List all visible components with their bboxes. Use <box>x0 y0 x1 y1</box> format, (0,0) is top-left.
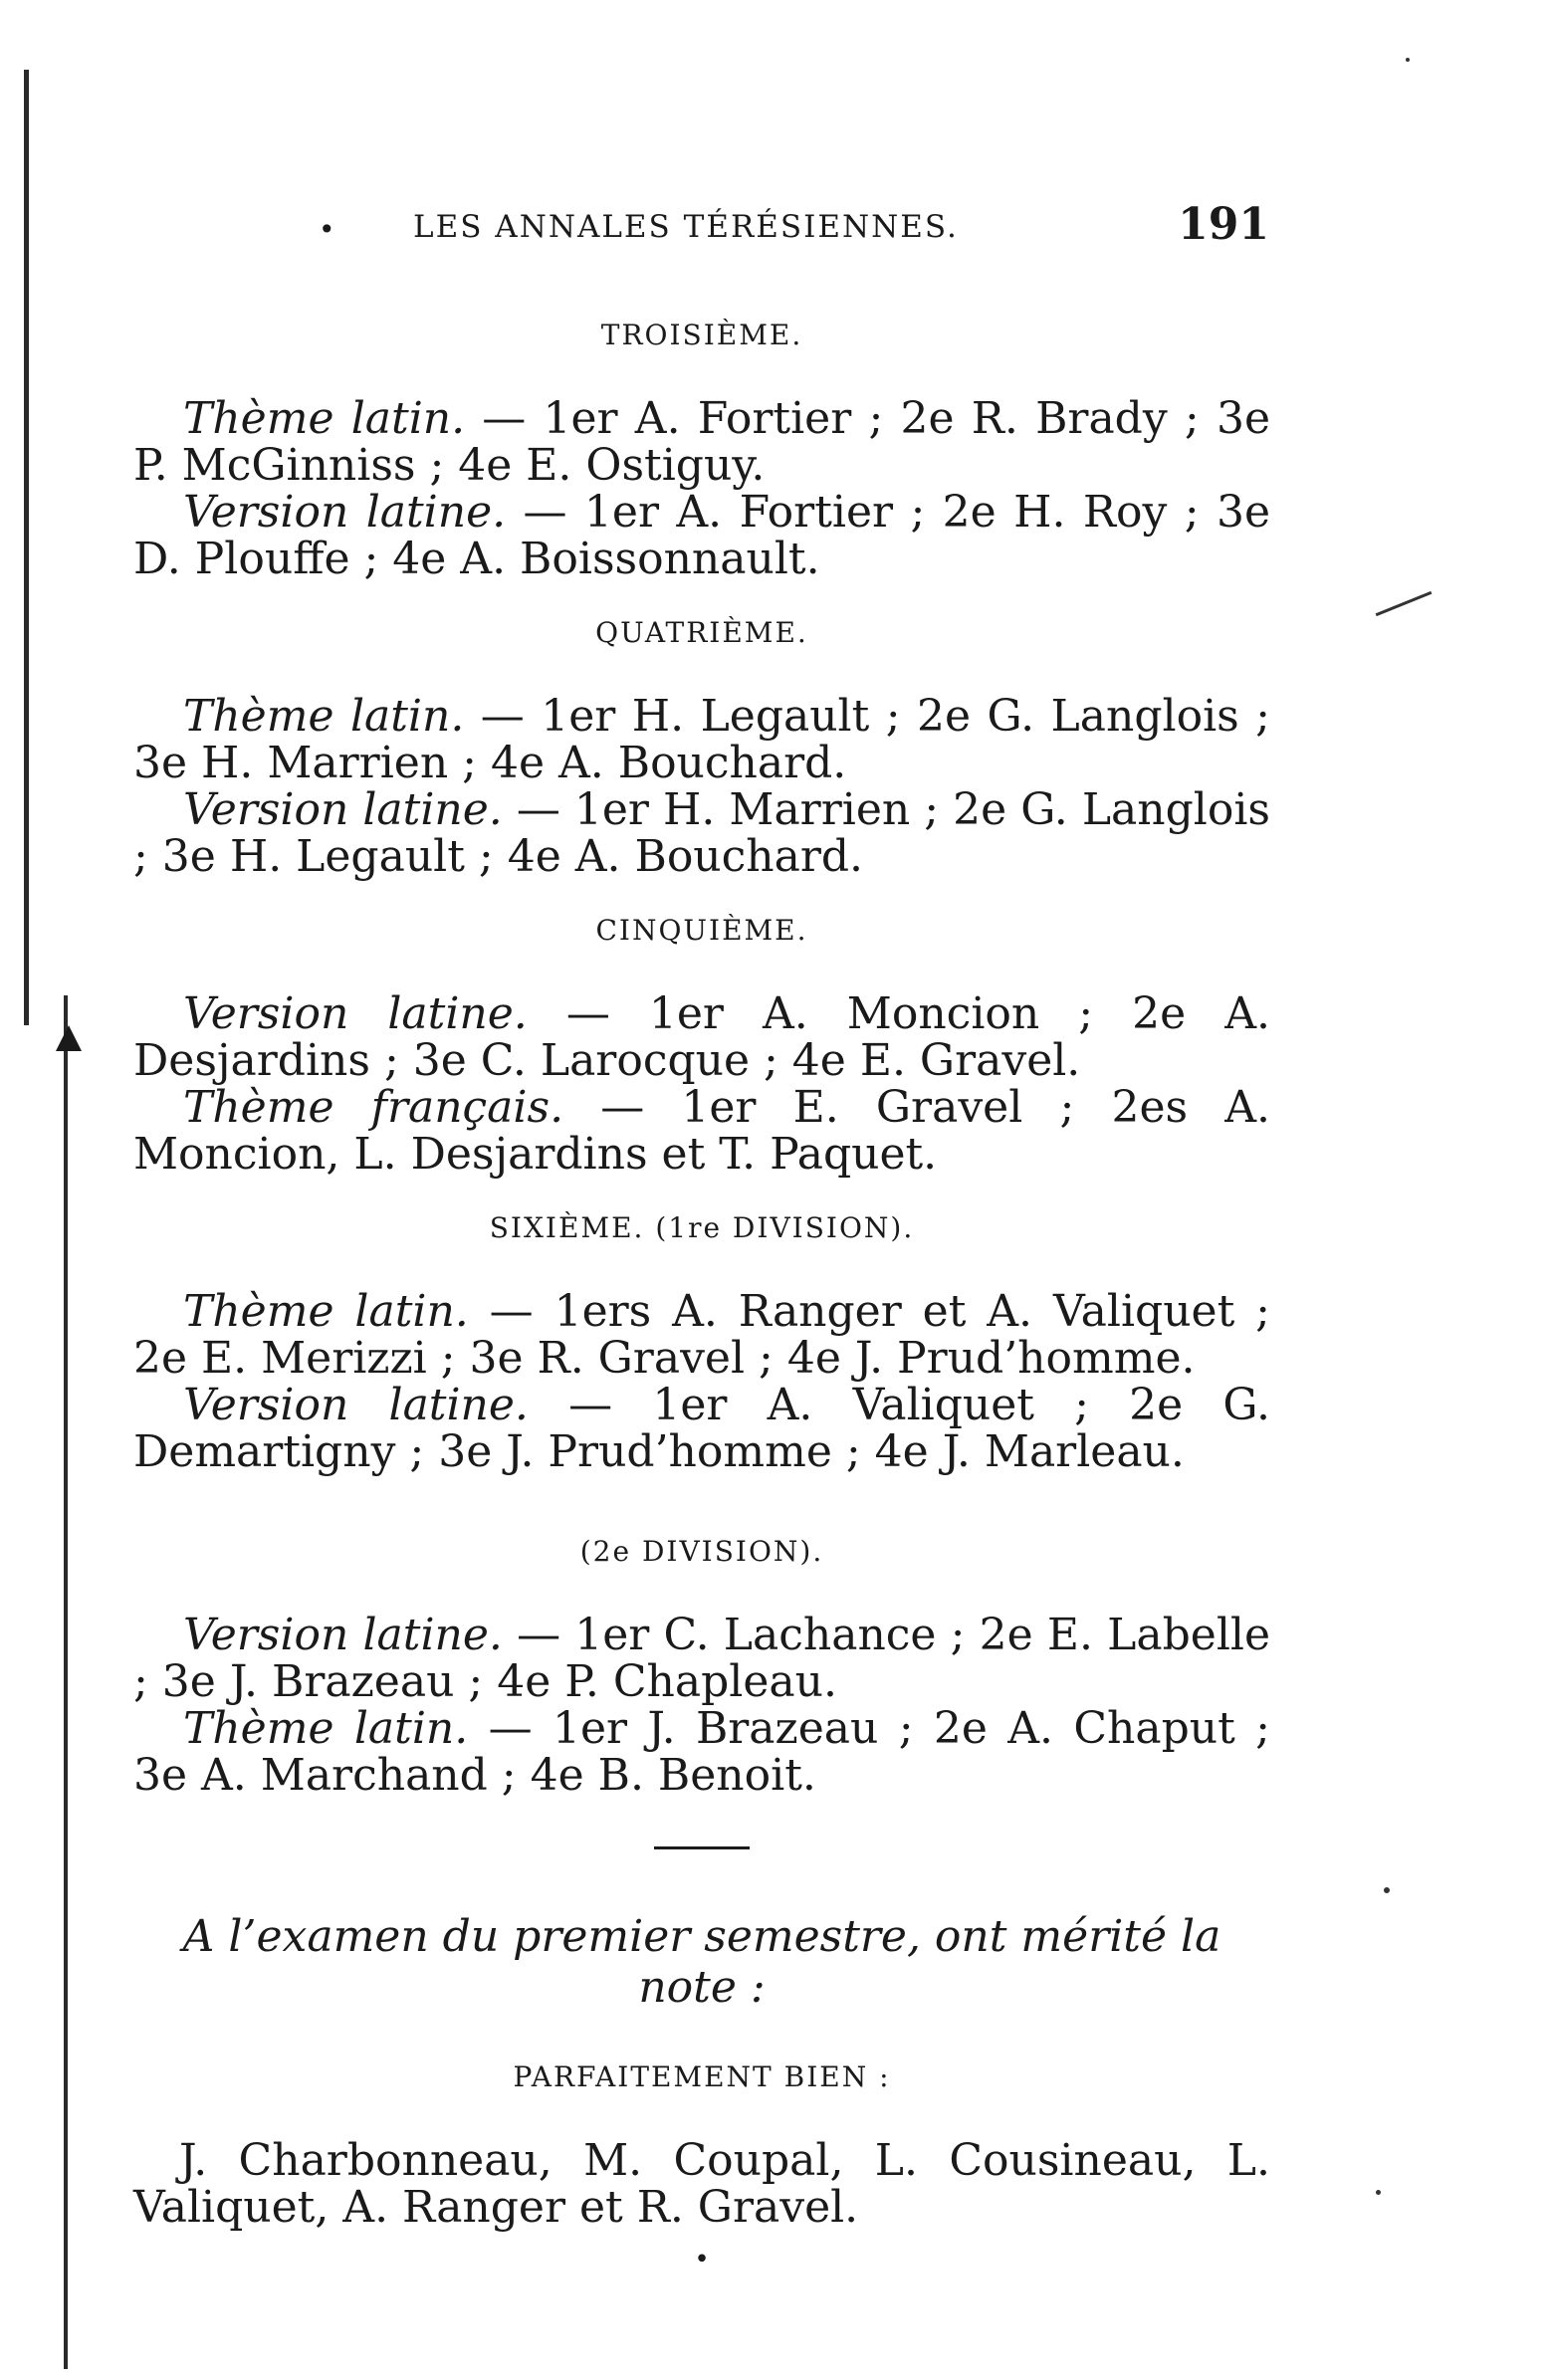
entry-text: — 1er E. Gravel ; 2es A. Moncion, L. Desjardins et T. Paquet. <box>133 1082 1270 1180</box>
prize-entry <box>133 1382 1270 1475</box>
section-sixieme-1 <box>133 1211 1270 1475</box>
binding-edge-line-lower <box>64 995 68 2369</box>
entry-text: — 1er J. Brazeau ; 2e A. Chaput ; 3e A. Marchand ; 4e B. Benoit. <box>133 1703 1270 1801</box>
prize-entry <box>133 395 1270 489</box>
speck-mark <box>1376 2190 1381 2195</box>
speck-mark <box>1406 58 1410 62</box>
section-quatrieme <box>133 616 1270 880</box>
entry-label: Thème latin. <box>183 1286 469 1337</box>
section-cinquieme <box>133 914 1270 1178</box>
binding-notch-mark <box>56 1025 82 1051</box>
entry-label: Version latine. <box>183 784 503 835</box>
entry-text: — 1er A. Valiquet ; 2e G. Demartigny ; 3e J. Prud’homme ; 4e J. Marleau. <box>133 1380 1270 1477</box>
entry-text: — 1er H. Legault ; 2e G. Langlois ; 3e H. Marrien ; 4e A. Bouchard. <box>133 691 1270 788</box>
exam-intro-line: A l’examen du premier semestre, ont mérité la note : <box>182 1911 1221 2013</box>
section-heading: SIXIÈME. (1re DIVISION). <box>489 1211 915 1244</box>
prize-entry <box>133 1288 1270 1382</box>
entry-text: — 1er A. Fortier ; 2e R. Brady ; 3e P. McGinniss ; 4e E. Ostiguy. <box>133 393 1270 491</box>
prize-entry <box>133 489 1270 582</box>
entry-text: — 1er A. Fortier ; 2e H. Roy ; 3e D. Plouffe ; 4e A. Boissonnault. <box>133 487 1270 584</box>
spacer <box>133 1509 1270 1535</box>
entry-label: Version latine. <box>183 487 507 538</box>
prize-entry <box>133 1705 1270 1799</box>
prize-entry <box>133 990 1270 1084</box>
prize-entry <box>133 1612 1270 1705</box>
entry-text: — 1er H. Marrien ; 2e G. Langlois ; 3e H. Legault ; 4e A. Bouchard. <box>133 784 1270 882</box>
grade-heading: PARFAITEMENT BIEN : <box>513 2060 891 2093</box>
section-divider-rule <box>654 1846 750 1849</box>
page-header <box>139 199 1269 259</box>
entry-label: Version latine. <box>183 1380 529 1430</box>
entry-label: Thème latin. <box>183 691 465 742</box>
entry-label: Version latine. <box>183 988 528 1039</box>
entry-label: Version latine. <box>183 1610 503 1660</box>
header-dot: • <box>319 213 335 246</box>
honor-names: J. Charbonneau, M. Coupal, L. Cousineau, L. Valiquet, A. Ranger et R. Gravel. <box>133 2135 1270 2233</box>
section-heading: (2e DIVISION). <box>579 1535 824 1568</box>
entry-text: — 1ers A. Ranger et A. Valiquet ; 2e E. Merizzi ; 3e R. Gravel ; 4e J. Prud’homme. <box>133 1286 1271 1384</box>
entry-label: Thème latin. <box>183 1703 469 1754</box>
section-troisieme <box>133 319 1270 582</box>
section-sixieme-2 <box>133 1535 1270 1799</box>
speck-mark <box>1384 1887 1390 1893</box>
bottom-dot: • <box>694 2245 710 2274</box>
entry-text: — 1er A. Moncion ; 2e A. Desjardins ; 3e C. Larocque ; 4e E. Gravel. <box>133 988 1270 1086</box>
prize-entry <box>133 693 1270 786</box>
running-head: LES ANNALES TÉRÉSIENNES. <box>413 209 959 245</box>
entry-label: Thème latin. <box>183 393 466 444</box>
entry-text: — 1er C. Lachance ; 2e E. Labelle ; 3e J. Brazeau ; 4e P. Chapleau. <box>133 1610 1271 1707</box>
section-heading: TROISIÈME. <box>600 319 803 351</box>
section-heading: QUATRIÈME. <box>595 616 808 649</box>
section-heading: CINQUIÈME. <box>595 914 808 947</box>
entry-label: Thème français. <box>183 1082 564 1133</box>
prize-entry <box>133 786 1270 880</box>
prize-entry <box>133 1084 1270 1178</box>
binding-edge-line <box>24 70 29 1025</box>
body-text <box>133 319 1270 2274</box>
margin-stroke-mark <box>1376 591 1433 616</box>
page-number: 191 <box>1178 199 1269 250</box>
